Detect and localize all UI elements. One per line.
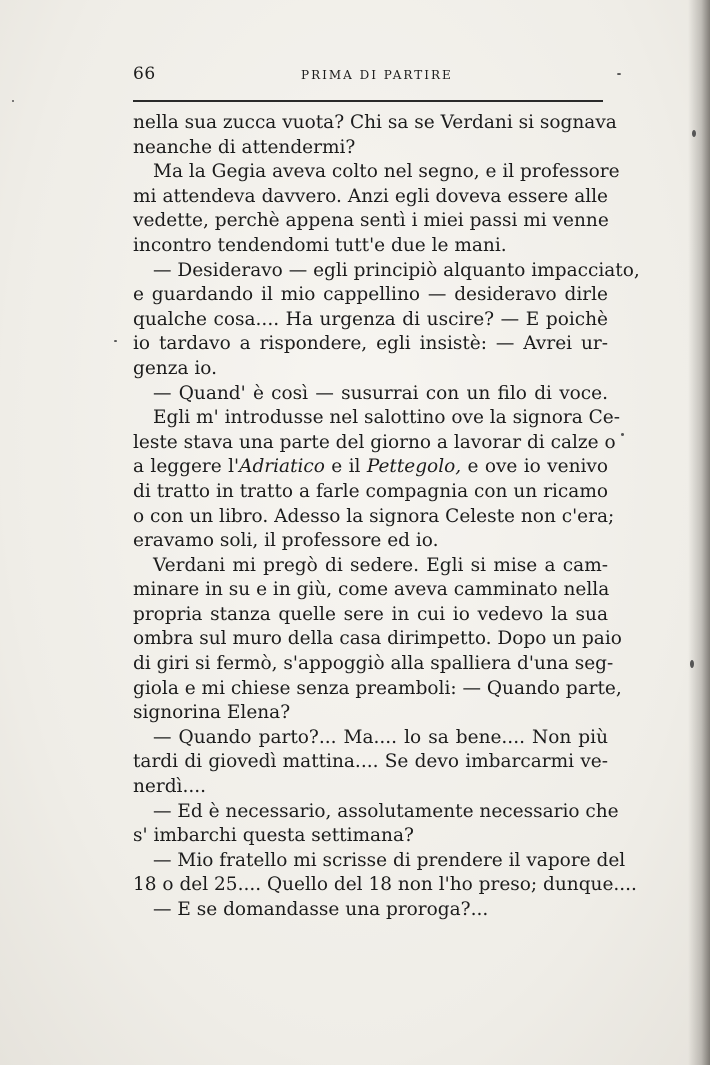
body-text — [133, 111, 640, 923]
text-line: io tardavo a rispondere, egli insistè: — Avrei ur- — [133, 333, 608, 355]
text-line: Verdani mi pregò di sedere. Egli si mise a cam- — [153, 554, 608, 576]
print-speck — [692, 130, 696, 137]
text-line: giola e mi chiese senza preamboli: — Quando parte, — [133, 677, 622, 699]
text-line: qualche cosa.... Ha urgenza di uscire? — E poichè — [133, 308, 608, 330]
page-header — [133, 62, 603, 88]
line-text-post: e ove io venivo — [461, 456, 608, 478]
text-line: neanche di attendermi? — [133, 136, 356, 158]
text-line: o con un libro. Adesso la signora Celeste non c'era; — [133, 505, 615, 527]
header-rule — [133, 100, 603, 102]
text-line: tardi di giovedì mattina.... Se devo imbarcarmi ve- — [133, 751, 608, 773]
text-line: vedette, perchè appena sentì i miei passi mi venne — [133, 210, 609, 232]
text-line: — E se domandasse una proroga?... — [153, 899, 489, 920]
text-line: Egli m' introdusse nel salottino ove la signora Ce- — [153, 407, 621, 429]
text-line: 18 o del 25.... Quello del 18 non l'ho preso; dunque.... — [133, 874, 637, 896]
text-line: propria stanza quelle sere in cui io vedevo la sua — [133, 603, 608, 625]
running-title: PRIMA DI PARTIRE — [301, 68, 453, 82]
text-line: di tratto in tratto a farle compagnia con un ricamo — [133, 480, 608, 502]
text-line: Ma la Gegia aveva colto nel segno, e il professore — [153, 161, 620, 183]
text-line: leste stava una parte del giorno a lavorar di calze o — [133, 431, 616, 453]
text-line: incontro tendendomi tutt'e due le mani. — [133, 234, 507, 256]
line-text-pre: a leggere l' — [133, 456, 240, 478]
page-number: 66 — [133, 64, 156, 84]
italic-title-pettegolo: Pettegolo, — [366, 456, 462, 478]
line-text-mid: e il — [324, 456, 367, 478]
text-line: — Desideravo — egli principiò alquanto impacciato, — [153, 259, 640, 281]
text-line: — Quando parto?... Ma.... lo sa bene.... Non più — [153, 726, 608, 748]
text-line: minare in su e in giù, come aveva camminato nella — [133, 579, 610, 601]
text-line: di giri si fermò, s'appoggiò alla spalliera d'una seg- — [133, 653, 614, 675]
print-speck — [690, 660, 694, 668]
text-line: eravamo soli, il professore ed io. — [133, 530, 439, 552]
text-line: genza io. — [133, 357, 217, 379]
text-line: mi attendeva davvero. Anzi egli doveva essere alle — [133, 185, 608, 207]
print-speck — [114, 340, 117, 342]
text-line: — Mio fratello mi scrisse di prendere il vapore del — [153, 849, 626, 871]
text-line: e guardando il mio cappellino — desideravo dirle — [133, 284, 608, 306]
text-line: s' imbarchi questa settimana? — [133, 825, 414, 847]
text-line: — Ed è necessario, assolutamente necessario che — [153, 800, 619, 822]
text-line: — Quand' è così — susurrai con un filo di voce. — [153, 382, 608, 404]
text-line: nerdì.... — [133, 776, 206, 798]
print-speck — [621, 433, 624, 436]
italic-title-adriatico: Adriatico — [239, 456, 325, 478]
page-edge-shadow — [688, 0, 710, 1065]
print-speck — [617, 73, 621, 75]
text-line: ombra sul muro della casa dirimpetto. Dopo un paio — [133, 628, 622, 650]
text-line: signorina Elena? — [133, 702, 291, 724]
text-line-with-italics — [133, 455, 608, 480]
print-speck — [12, 100, 14, 102]
text-line: nella sua zucca vuota? Chi sa se Verdani si sognava — [133, 112, 617, 133]
